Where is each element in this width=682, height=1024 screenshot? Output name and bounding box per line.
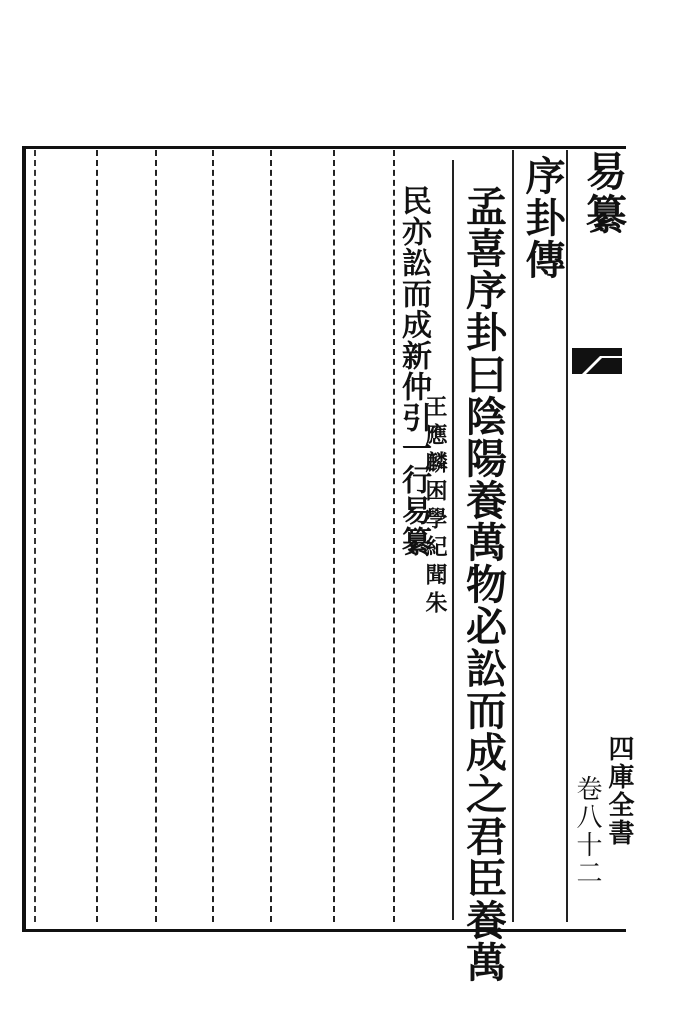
section-heading: 序卦傳 <box>519 155 566 281</box>
column-rule <box>512 150 514 922</box>
column-rule <box>212 150 214 922</box>
column-rule <box>155 150 157 922</box>
text-column-2: 民亦訟而成新仲引一行易纂 <box>396 185 431 557</box>
frame-inner-border <box>34 150 38 922</box>
margin-collection-title: 四庫全書 <box>604 735 634 847</box>
margin-book-title: 易纂 <box>579 150 627 236</box>
margin-juan-number: 卷八十二 <box>572 775 602 887</box>
text-column-1: 孟喜序卦曰陰陽養萬物必訟而成之君臣養萬 <box>459 185 507 983</box>
column-rule <box>270 150 272 922</box>
column-rule <box>452 160 454 920</box>
column-rule <box>96 150 98 922</box>
margin-rule <box>566 150 568 922</box>
column-rule <box>393 150 395 922</box>
annotation-column: 王應麟困學紀聞朱 <box>422 395 448 619</box>
fish-tail-mark-icon <box>572 348 622 374</box>
column-rule <box>333 150 335 922</box>
